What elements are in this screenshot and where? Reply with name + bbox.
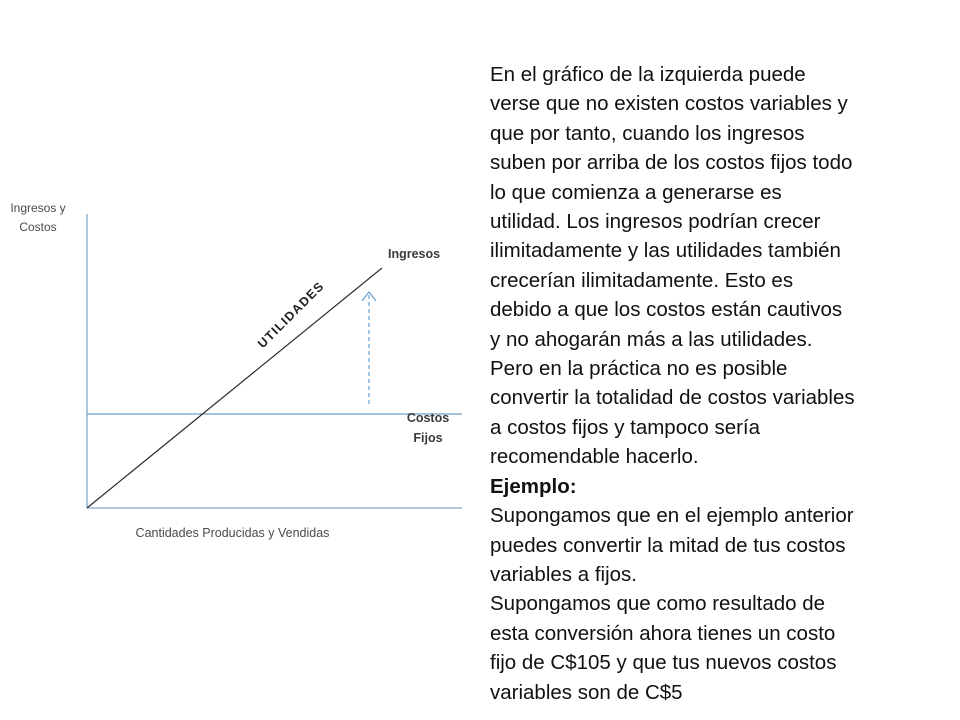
text-line: que por tanto, cuando los ingresos [490,121,805,145]
explanation-text [490,60,930,707]
example-line: variables son de C$5 [490,680,683,704]
example-heading: Ejemplo: [490,474,577,498]
text-line: debido a que los costos están cautivos [490,298,843,322]
y-axis-label [0,199,76,237]
fixed-cost-label [393,408,463,448]
text-line: recomendable hacerlo. [490,445,699,469]
diagram-lines [0,0,480,560]
fixed-cost-label-line1: Costos [406,411,450,425]
revenue-label: Ingresos [388,247,441,261]
example-line: Supongamos que en el ejemplo anterior [490,504,854,528]
fixed-cost-label-line2: Fijos [413,431,443,445]
y-axis-label-line1: Ingresos y [10,201,66,215]
text-line: convertir la totalidad de costos variables [490,386,855,410]
text-line: utilidad. Los ingresos podrían crecer [490,210,821,234]
y-axis-label-line2: Costos [19,220,57,234]
break-even-diagram [0,0,480,560]
example-line: fijo de C$105 y que tus nuevos costos [490,651,837,675]
profit-label: UTILIDADES [255,278,328,351]
text-line: Pero en la práctica no es posible [490,357,788,381]
text-line: crecerían ilimitadamente. Esto es [490,268,794,292]
text-line: verse que no existen costos variables y [490,92,848,116]
x-axis-label: Cantidades Producidas y Vendidas [135,526,330,540]
example-line: esta conversión ahora tienes un costo [490,621,836,645]
text-line: lo que comienza a generarse es [490,180,782,204]
text-line: a costos fijos y tampoco sería [490,415,761,439]
example-line: Supongamos que como resultado de [490,592,826,616]
example-line: variables a fijos. [490,562,637,586]
text-line: y no ahogarán más a las utilidades. [490,327,813,351]
revenue-line [87,268,382,508]
text-line: En el gráfico de la izquierda puede [490,63,806,86]
text-line: suben por arriba de los costos fijos todo [490,151,853,175]
example-line: puedes convertir la mitad de tus costos [490,533,846,557]
text-line: ilimitadamente y las utilidades también [490,239,841,263]
